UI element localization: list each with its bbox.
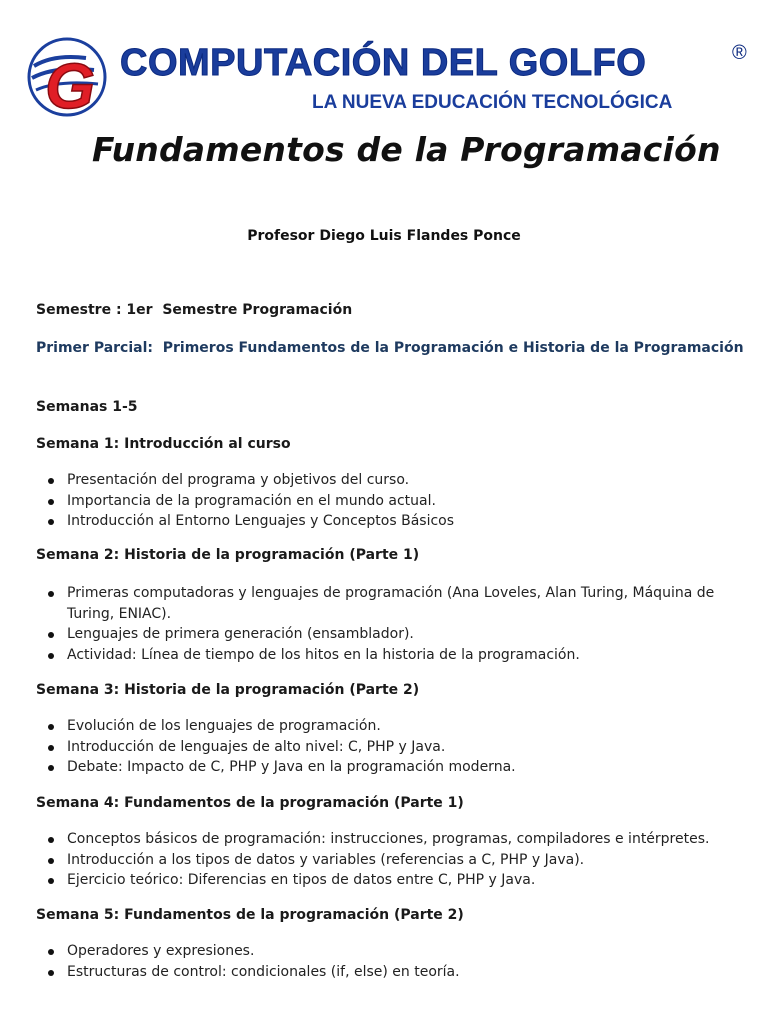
document-title: Fundamentos de la Programación (92, 130, 721, 169)
list-item: Conceptos básicos de programación: instrucciones, programas, compiladores e intérpretes. (36, 829, 744, 850)
brand-name: COMPUTACIÓN DEL GOLFO (120, 42, 647, 84)
brand-tagline: LA NUEVA EDUCACIÓN TECNOLÓGICA (312, 92, 673, 113)
week-4-topics (36, 829, 744, 891)
list-item: Debate: Impacto de C, PHP y Java en la programación moderna. (36, 757, 744, 778)
list-item: Presentación del programa y objetivos del curso. (36, 470, 744, 491)
week-1-topics (36, 470, 744, 532)
logo-letter: G (45, 50, 95, 118)
week-2-title: Semana 2: Historia de la programación (Parte 1) (36, 547, 420, 563)
week-4-title: Semana 4: Fundamentos de la programación (Parte 1) (36, 795, 464, 811)
list-item: Introducción de lenguajes de alto nivel: C, PHP y Java. (36, 737, 744, 758)
list-item: Operadores y expresiones. (36, 941, 744, 962)
list-item: Ejercicio teórico: Diferencias en tipos de datos entre C, PHP y Java. (36, 870, 744, 891)
list-item: Introducción al Entorno Lenguajes y Conceptos Básicos (36, 511, 744, 532)
list-item: Primeras computadoras y lenguajes de programación (Ana Loveles, Alan Turing, Máquina de Turing, ENIAC). (36, 583, 744, 624)
week-5-title: Semana 5: Fundamentos de la programación (Parte 2) (36, 907, 464, 923)
professor-name: Profesor Diego Luis Flandes Ponce (247, 228, 521, 244)
week-5-topics (36, 941, 744, 982)
parcial-heading: Primer Parcial: Primeros Fundamentos de la Programación e Historia de la Programación (36, 340, 744, 356)
week-3-topics (36, 716, 744, 778)
semestre-line: Semestre : 1er Semestre Programación (36, 302, 353, 318)
list-item: Evolución de los lenguajes de programación. (36, 716, 744, 737)
registered-mark: ® (732, 42, 747, 64)
computacion-del-golfo-logo (24, 36, 110, 118)
list-item: Introducción a los tipos de datos y variables (referencias a C, PHP y Java). (36, 850, 744, 871)
list-item: Importancia de la programación en el mundo actual. (36, 491, 744, 512)
week-1-title: Semana 1: Introducción al curso (36, 436, 291, 452)
list-item: Actividad: Línea de tiempo de los hitos en la historia de la programación. (36, 645, 744, 666)
semanas-range: Semanas 1-5 (36, 399, 138, 415)
week-3-title: Semana 3: Historia de la programación (Parte 2) (36, 682, 420, 698)
list-item: Lenguajes de primera generación (ensamblador). (36, 624, 744, 645)
document-header (24, 32, 747, 118)
list-item: Estructuras de control: condicionales (if, else) en teoría. (36, 962, 744, 983)
week-2-topics (36, 583, 744, 665)
